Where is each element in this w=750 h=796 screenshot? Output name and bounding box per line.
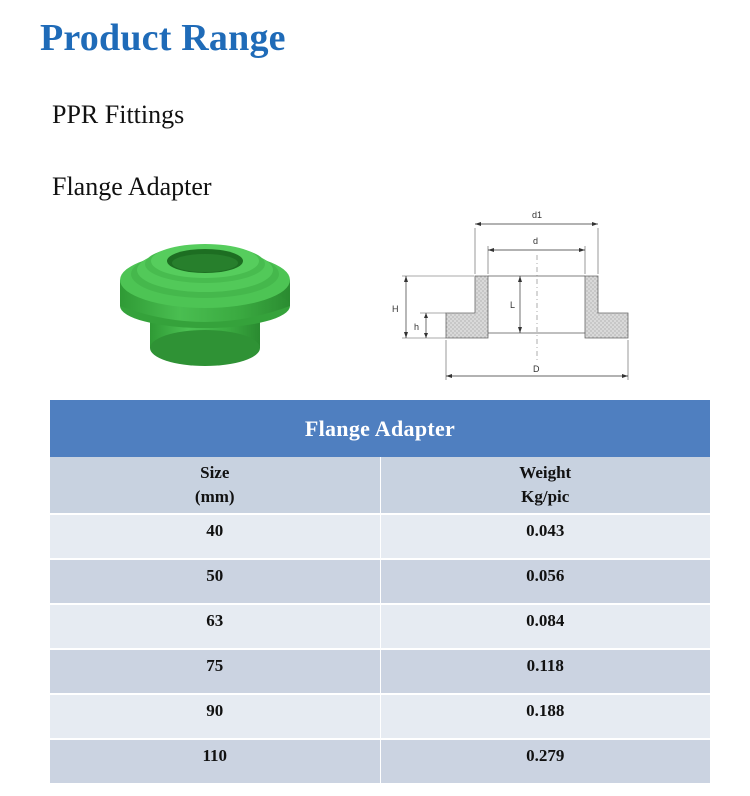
cell-size: 40 [50,514,380,559]
technical-drawing [380,200,640,390]
column-header-size [50,457,380,514]
label-d1: d1 [532,210,543,220]
cell-weight: 0.279 [380,739,710,783]
table-row [50,649,710,694]
table-row [50,514,710,559]
column-header-size-line1: Size [200,463,230,482]
table-row [50,604,710,649]
cell-size: 75 [50,649,380,694]
label-L: L [510,300,516,310]
label-d: d [533,236,539,246]
label-D: D [533,364,540,374]
cell-weight: 0.084 [380,604,710,649]
label-h: h [414,322,420,332]
table-row [50,559,710,604]
cell-size: 110 [50,739,380,783]
column-header-weight-line2: Kg/pic [521,487,570,506]
category-label: PPR Fittings [52,100,185,129]
table-row [50,694,710,739]
cell-size: 63 [50,604,380,649]
table-row [50,739,710,783]
cell-weight: 0.043 [380,514,710,559]
table-title: Flange Adapter [50,400,710,457]
column-header-weight-line1: Weight [519,463,572,482]
cell-size: 90 [50,694,380,739]
product-photo [110,228,300,373]
label-H: H [392,304,399,314]
spec-table [50,400,710,783]
page-title: Product Range [40,17,286,59]
cell-size: 50 [50,559,380,604]
cell-weight: 0.056 [380,559,710,604]
cell-weight: 0.188 [380,694,710,739]
cell-weight: 0.118 [380,649,710,694]
column-header-weight [380,457,710,514]
column-header-size-line2: (mm) [194,487,235,506]
product-name: Flange Adapter [52,172,212,201]
